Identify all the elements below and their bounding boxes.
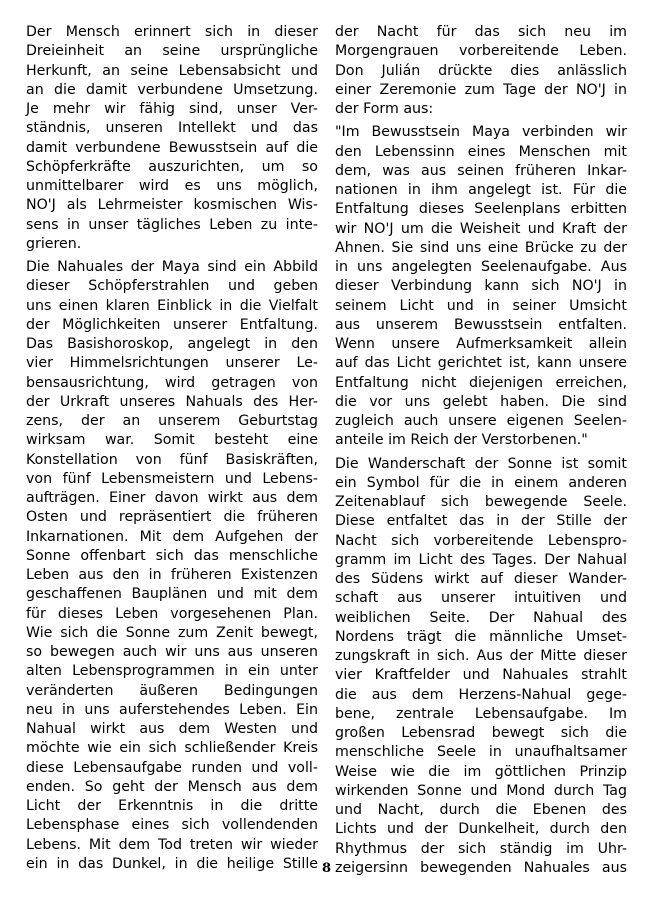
text-line: Inkarnationen. Mit dem Aufgehen der	[26, 528, 318, 545]
text-line: Konstellation von fünf Basiskräften,	[26, 451, 318, 468]
text-line: alten Lebensprogrammen in ein unter	[26, 663, 318, 680]
text-line: anteile im Reich der Verstorbenen."	[335, 432, 588, 449]
paragraph	[335, 455, 627, 879]
text-line: neu in uns auferstehendes Leben. Ein	[26, 701, 318, 718]
text-line: Zeitenablauf sich bewegende Seele.	[335, 494, 627, 510]
text-line: schaft aus unserer intuitiven und	[335, 590, 627, 607]
text-line: in uns angelegten Seelenaufgabe. Aus	[335, 259, 627, 275]
text-line: einer Zeremonie zum Tage der NO'J in	[335, 81, 627, 98]
text-line: zeigersinn bewegenden Nahuales aus	[335, 859, 627, 876]
text-line: der Urkraft unseres Nahuals des Her-	[26, 393, 318, 410]
text-line: Je mehr wir fähig sind, unser Ver-	[26, 101, 318, 117]
text-line: Nahual wirkt aus dem Westen und	[26, 721, 318, 737]
text-line: NO'J als Lehrmeister kosmischen Wis-	[26, 197, 318, 214]
text-line: Entfaltung dieses Seelenplans erbitten	[335, 201, 627, 218]
text-line: der Form aus:	[335, 101, 434, 117]
text-line: Nordens trägt die männliche Umset-	[335, 628, 627, 645]
text-line: nationen in ihm angelegt ist. Für die	[335, 182, 627, 198]
text-line: von fünf Lebensmeistern und Lebens-	[26, 470, 318, 487]
text-line: unmittelbarer wird es uns möglich,	[26, 178, 318, 194]
text-line: und Nacht, durch die Ebenen des	[335, 802, 627, 818]
text-line: Morgengrauen vorbereitende Leben.	[335, 43, 627, 60]
text-line: ein in das Dunkel, in die heilige Stille	[26, 855, 318, 872]
text-line: gramm im Licht des Tages. Der Nahual	[335, 551, 627, 568]
text-line: weiblichen Seite. Der Nahual des	[335, 609, 627, 626]
text-line: Die Nahuales der Maya sind ein Abbild	[26, 259, 318, 275]
text-line: sens in unser tägliches Leben zu inte-	[26, 216, 318, 233]
text-line: dieser Schöpferstrahlen und geben	[26, 278, 318, 295]
text-line: auf das Licht gerichtet ist, kann unsere	[335, 355, 627, 372]
text-line: Lebensphase eines sich vollendenden	[26, 817, 318, 834]
paragraph	[26, 23, 318, 254]
text-line: Dreieinheit an seine ursprüngliche	[26, 43, 318, 60]
text-line: Wenn unsere Aufmerksamkeit allein	[335, 336, 627, 352]
text-line: zugleich auch unsere eigenen Seelen-	[335, 413, 627, 429]
text-line: die vor uns gelebt haben. Die sind	[335, 393, 627, 410]
text-line: enden. So geht der Mensch aus dem	[26, 778, 318, 795]
text-line: Osten und repräsentiert die früheren	[26, 509, 318, 526]
text-line: Nacht sich vorbereitende Lebenspro-	[335, 532, 627, 549]
paragraph	[335, 123, 627, 450]
text-line: aufträgen. Einer davon wirkt aus dem	[26, 490, 318, 506]
text-line: an die damit verbundene Umsetzung.	[26, 81, 318, 98]
text-line: dieser Verbindung kann sich NO'J in	[335, 278, 627, 295]
text-line: Lebens. Mit dem Tod treten wir wieder	[26, 836, 318, 853]
text-line: grieren.	[26, 235, 82, 252]
left-column	[26, 23, 318, 874]
text-line: uns einen klaren Einblick in die Vielfalt	[26, 297, 318, 314]
paragraph	[26, 258, 318, 874]
text-line: des Südens wirkt auf dieser Wander-	[335, 571, 627, 587]
text-line: geschaffenen Bauplänen und mit dem	[26, 586, 318, 603]
text-line: veränderten äußeren Bedingungen	[26, 682, 318, 699]
text-line: wirkenden Sonne und Mond durch Tag	[335, 782, 627, 799]
text-line: Herkunft, an seine Lebensabsicht und	[26, 62, 318, 79]
text-line: für dieses Leben vorgesehenen Plan.	[26, 605, 318, 622]
text-line: vier Kraftfelder und Nahuales strahlt	[335, 667, 627, 684]
text-line: vier Himmelsrichtungen unserer Le-	[26, 355, 318, 372]
text-line: diese Lebensaufgabe runden und voll-	[26, 759, 318, 776]
text-line: Diese entfaltet das in der Stille der	[335, 513, 627, 530]
paragraph	[335, 23, 627, 119]
text-line: Licht der Erkenntnis in die dritte	[26, 798, 318, 814]
text-line: bensausrichtung, wird getragen von	[26, 374, 318, 391]
text-line: Die Wanderschaft der Sonne ist somit	[335, 455, 627, 472]
text-line: der Möglichkeiten unserer Entfaltung.	[26, 316, 318, 333]
text-line: den Lebenssinn eines Menschen mit	[335, 143, 627, 160]
text-line: die aus dem Herzens-Nahual gege-	[335, 686, 627, 703]
text-line: Das Basishoroskop, angelegt in den	[26, 336, 318, 352]
text-line: wirksam war. Somit besteht eine	[26, 432, 318, 449]
text-line: Weise wie die im göttlichen Prinzip	[335, 763, 627, 780]
text-line: Wie sich die Sonne zum Zenit bewegt,	[26, 624, 318, 641]
text-line: großen Lebensrad bewegt sich die	[335, 725, 627, 741]
text-line: ein Symbol für die in einem anderen	[335, 474, 627, 491]
text-line: menschliche Seele in unaufhaltsamer	[335, 744, 627, 761]
text-line: wir NO'J um die Weisheit und Kraft der	[335, 220, 627, 237]
right-column	[335, 23, 627, 878]
text-line: Don Julián drückte dies anlässlich	[335, 62, 627, 79]
text-line: zungskraft in sich. Aus der Mitte dieser	[335, 648, 627, 664]
text-line: bene, zentrale Lebensaufgabe. Im	[335, 705, 627, 722]
text-line: Entfaltung nicht diejenigen erreichen,	[335, 374, 627, 391]
text-line: Lichts und der Dunkelheit, durch den	[335, 821, 627, 838]
text-line: ständnis, unseren Intellekt und das	[26, 120, 318, 137]
page-number: 8	[321, 861, 332, 876]
text-line: Rhythmus der sich ständig im Uhr-	[335, 840, 627, 857]
text-line: Ahnen. Sie sind uns eine Brücke zu der	[335, 239, 627, 256]
text-line: seinem Licht und in seiner Umsicht	[335, 297, 627, 314]
text-line: aus unserem Bewusstsein entfalten.	[335, 316, 627, 333]
text-line: dem, was aus seinen früheren Inkar-	[335, 162, 627, 179]
text-line: damit verbundene Bewusstsein auf die	[26, 139, 318, 156]
text-line: so bewegen auch wir uns aus unseren	[26, 644, 318, 660]
text-line: Sonne offenbart sich das menschliche	[26, 547, 318, 564]
text-line: zens, der an unserem Geburtstag	[26, 413, 318, 429]
text-line: möchte wie ein sich schließender Kreis	[26, 740, 318, 757]
text-line: Leben aus den in früheren Existenzen	[26, 567, 318, 583]
text-line: Der Mensch erinnert sich in dieser	[26, 24, 318, 40]
text-line: "Im Bewusstsein Maya verbinden wir	[335, 124, 627, 141]
text-line: der Nacht für das sich neu im	[335, 24, 627, 40]
text-line: Schöpferkräfte auszurichten, um so	[26, 158, 318, 175]
